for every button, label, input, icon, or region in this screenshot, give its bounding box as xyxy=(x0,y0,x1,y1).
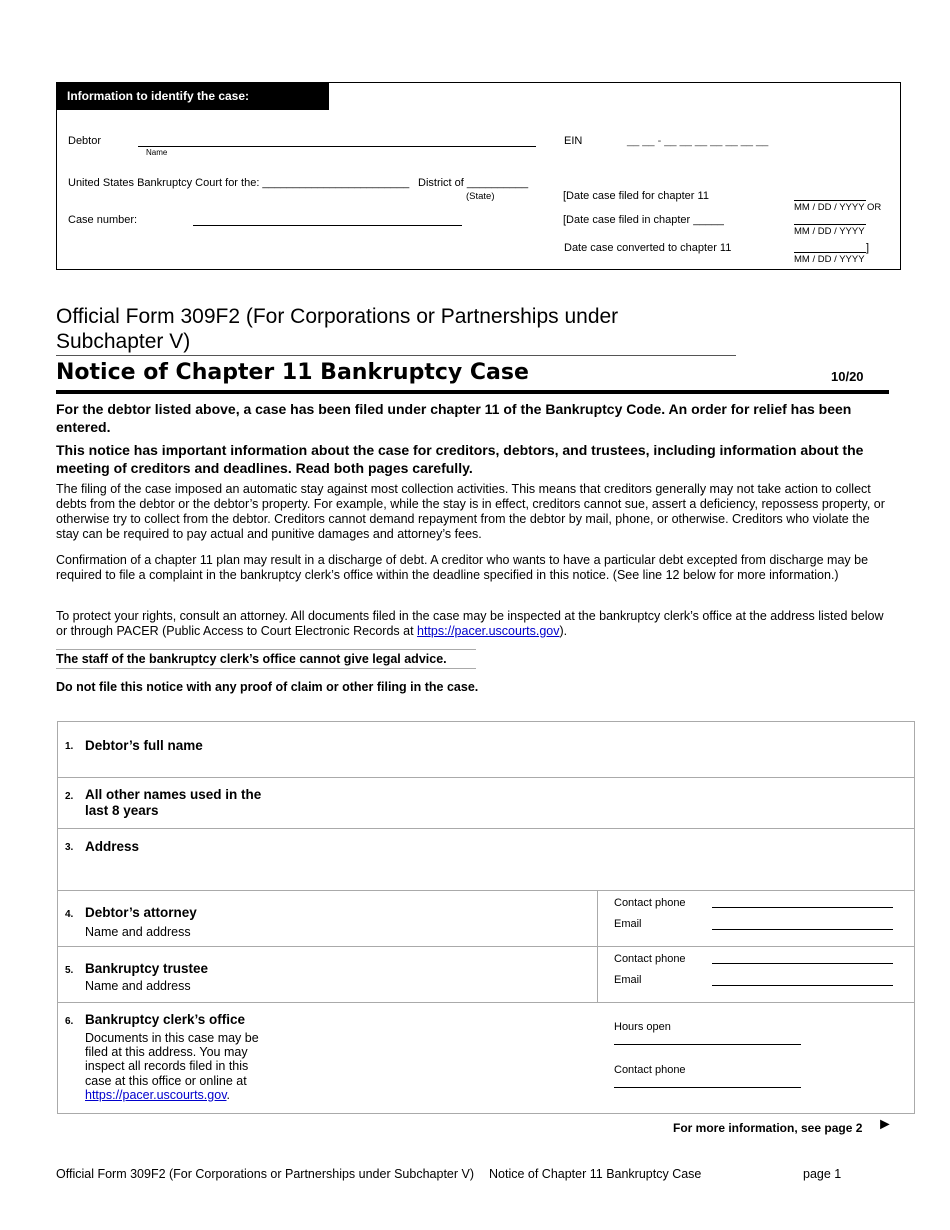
row-number: 6. xyxy=(65,1016,74,1027)
row-number: 5. xyxy=(65,965,74,976)
date-filed-in-chapter-label: [Date case filed in chapter _____ xyxy=(563,214,724,226)
row-divider xyxy=(57,1002,914,1003)
notice-title: Notice of Chapter 11 Bankruptcy Case xyxy=(56,360,529,385)
trustee-contact-phone-field[interactable] xyxy=(712,963,893,964)
trustee-email-field[interactable] xyxy=(712,985,893,986)
row-title-bankruptcy-clerks-office: Bankruptcy clerk’s office xyxy=(85,1012,246,1027)
date-filed-ch11-field[interactable] xyxy=(794,200,866,201)
attorney-email-field[interactable] xyxy=(712,929,893,930)
bracket-close: ] xyxy=(866,242,870,254)
hours-open-field[interactable] xyxy=(614,1044,801,1045)
footer-form-name: Official Form 309F2 (For Corporations or Partnerships under Subchapter V) xyxy=(56,1167,475,1181)
row-divider xyxy=(57,890,914,891)
row-divider xyxy=(57,946,914,947)
clerk-office-link-line xyxy=(85,1088,230,1103)
row-title-address: Address xyxy=(85,839,140,854)
date-converted-label: Date case converted to chapter 11 xyxy=(564,242,732,254)
pacer-link[interactable]: https://pacer.uscourts.gov xyxy=(417,624,560,638)
state-sublabel: (State) xyxy=(466,191,495,202)
title-divider xyxy=(56,355,736,356)
date-format-1: MM / DD / YYYY OR xyxy=(794,202,882,213)
clerk-contact-phone-label: Contact phone xyxy=(614,1064,686,1076)
staff-rule-bottom xyxy=(56,668,476,669)
case-info-header: Information to identify the case: xyxy=(56,82,329,110)
ein-label: EIN xyxy=(564,135,583,147)
row-number: 1. xyxy=(65,741,74,752)
date-format-2: MM / DD / YYYY xyxy=(794,226,865,237)
row-number: 3. xyxy=(65,842,74,853)
intro-para-3 xyxy=(56,609,886,639)
do-not-file-notice: Do not file this notice with any proof of claim or other filing in the case. xyxy=(56,680,479,694)
intro-para-1: The filing of the case imposed an automatic stay against most collection activities. This means that creditors generally may not take action to collect debts from the debtor or the debtor’s property. For example, while the stay is in effect, creditors cannot sue, assert a deficiency, repossess property, or otherwise try to collect from the debtor. Creditors cannot demand repayment from the debtor by mail, phone, or otherwise. Creditors who violate the stay can be required to pay actual and punitive damages and attorney’s fees. xyxy=(56,482,885,541)
ein-field[interactable]: __ __ - __ __ __ __ __ __ __ xyxy=(627,135,769,147)
case-number-label: Case number: xyxy=(68,214,138,226)
clerk-office-desc-line: filed at this address. You may xyxy=(85,1045,248,1059)
form-title-line2: Subchapter V) xyxy=(56,330,191,353)
row-title-other-names-line2: last 8 years xyxy=(85,803,159,818)
intro-bold-2: This notice has important information about the case for creditors, debtors, and trustees, including information about the meeting of creditors and deadlines. Read both pages carefully. xyxy=(56,442,864,476)
row-title-debtors-attorney: Debtor’s attorney xyxy=(85,905,197,920)
intro-para-2: Confirmation of a chapter 11 plan may result in a discharge of debt. A creditor who wants to have a particular debt excepted from discharge may be required to file a complaint in the bankruptcy clerk’s office within the deadline specified in this notice. (See line 12 below for more information.) xyxy=(56,553,869,582)
debtor-label: Debtor xyxy=(68,135,102,147)
date-format-3: MM / DD / YYYY xyxy=(794,254,865,265)
arrow-right-icon: ► xyxy=(877,1116,893,1133)
notice-title-rule xyxy=(56,390,889,394)
row-number: 2. xyxy=(65,791,74,802)
attorney-contact-phone-field[interactable] xyxy=(712,907,893,908)
name-sublabel: Name xyxy=(146,148,168,157)
row-title-debtor-full-name: Debtor’s full name xyxy=(85,738,203,753)
case-number-field[interactable] xyxy=(193,225,462,226)
row-sub-name-address: Name and address xyxy=(85,925,191,939)
intro-para-3-end: ). xyxy=(559,624,568,638)
trustee-email-label: Email xyxy=(614,974,642,986)
attorney-contact-phone-label: Contact phone xyxy=(614,897,686,909)
row-title-bankruptcy-trustee: Bankruptcy trustee xyxy=(85,961,209,976)
more-info-text: For more information, see page 2 xyxy=(673,1121,863,1135)
row-sub-name-address: Name and address xyxy=(85,979,191,993)
clerk-office-desc-line: case at this office or online at xyxy=(85,1074,247,1088)
pacer-link[interactable]: https://pacer.uscourts.gov xyxy=(85,1088,227,1102)
column-divider xyxy=(597,890,598,1002)
footer-notice-name: Notice of Chapter 11 Bankruptcy Case xyxy=(489,1167,702,1181)
intro-bold-1: For the debtor listed above, a case has been filed under chapter 11 of the Bankruptcy Code. An order for relief has been entered. xyxy=(56,401,852,435)
debtor-name-field[interactable] xyxy=(138,146,536,147)
clerk-office-desc-line: inspect all records filed in this xyxy=(85,1059,249,1073)
date-filed-in-chapter-field[interactable] xyxy=(794,224,866,225)
attorney-email-label: Email xyxy=(614,918,642,930)
form-revision: 10/20 xyxy=(831,369,864,384)
staff-notice: The staff of the bankruptcy clerk’s office cannot give legal advice. xyxy=(56,652,447,666)
trustee-contact-phone-label: Contact phone xyxy=(614,953,686,965)
row-number: 4. xyxy=(65,909,74,920)
footer-page-number: page 1 xyxy=(803,1167,842,1181)
date-converted-field[interactable] xyxy=(794,252,866,253)
intro-para-3-text: To protect your rights, consult an attorney. All documents filed in the case may be inspected at the bankruptcy clerk’s office at the address listed below or through PACER (Public Access to Court Electronic Records at xyxy=(56,609,884,638)
row-divider xyxy=(57,777,914,778)
form-title-line1: Official Form 309F2 (For Corporations or Partnerships under xyxy=(56,305,619,328)
hours-open-label: Hours open xyxy=(614,1021,671,1033)
staff-rule-top xyxy=(56,649,476,650)
row-title-other-names-line1: All other names used in the xyxy=(85,787,262,802)
case-info-box xyxy=(56,82,901,270)
row-divider xyxy=(57,828,914,829)
district-label: District of __________ xyxy=(418,177,529,189)
clerk-contact-phone-field[interactable] xyxy=(614,1087,801,1088)
link-period: . xyxy=(226,1088,230,1102)
court-label: United States Bankruptcy Court for the: ________________________ xyxy=(68,177,410,189)
date-filed-ch11-label: [Date case filed for chapter 11 xyxy=(563,190,709,202)
clerk-office-desc-line: Documents in this case may be xyxy=(85,1031,259,1045)
